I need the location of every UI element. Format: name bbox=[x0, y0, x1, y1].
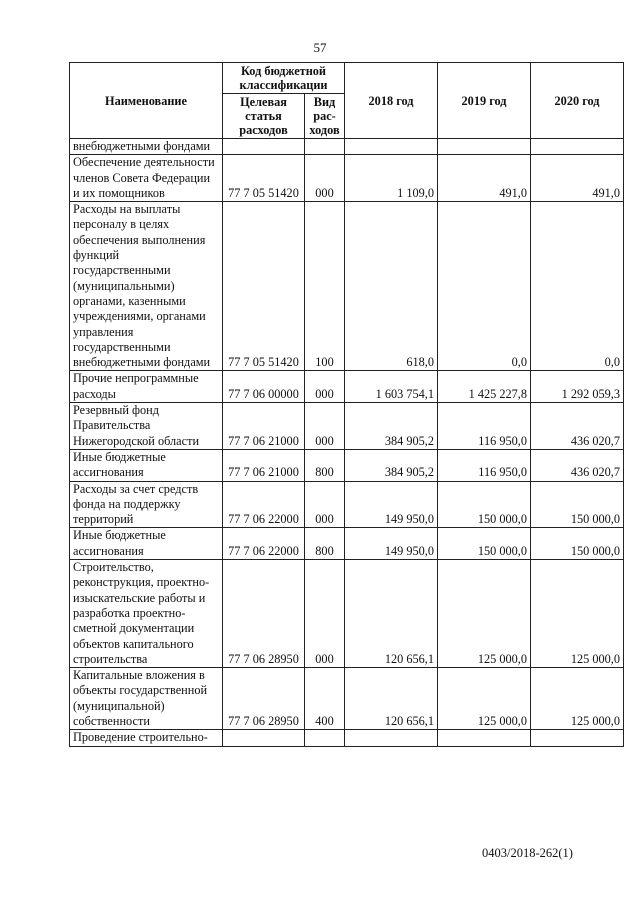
row-2020: 491,0 bbox=[531, 155, 624, 202]
row-name: внебюджетными фондами bbox=[70, 139, 223, 155]
document-code: 0403/2018-262(1) bbox=[482, 846, 573, 860]
row-type: 000 bbox=[305, 371, 345, 403]
row-2018: 384 905,2 bbox=[345, 403, 438, 450]
table-row bbox=[70, 528, 624, 560]
header-row-1 bbox=[70, 63, 624, 94]
table-row bbox=[70, 202, 624, 371]
row-2020: 125 000,0 bbox=[531, 560, 624, 668]
row-2018: 149 950,0 bbox=[345, 528, 438, 560]
table-row bbox=[70, 371, 624, 403]
row-2019: 1 425 227,8 bbox=[438, 371, 531, 403]
row-2019: 0,0 bbox=[438, 202, 531, 371]
row-2020: 436 020,7 bbox=[531, 449, 624, 481]
row-2019 bbox=[438, 730, 531, 746]
row-target: 77 7 05 51420 bbox=[223, 202, 305, 371]
row-2020: 150 000,0 bbox=[531, 528, 624, 560]
table-row bbox=[70, 668, 624, 730]
row-2020: 1 292 059,3 bbox=[531, 371, 624, 403]
row-name: Расходы за счет средств фонда на поддержку территорий bbox=[70, 481, 223, 528]
row-2019: 150 000,0 bbox=[438, 528, 531, 560]
header-2018: 2018 год bbox=[345, 63, 438, 139]
row-name: Обеспечение деятельности членов Совета Федерации и их помощников bbox=[70, 155, 223, 202]
header-code-group: Код бюджетной классификации bbox=[223, 63, 345, 94]
row-target bbox=[223, 139, 305, 155]
row-2019: 116 950,0 bbox=[438, 403, 531, 450]
table-row bbox=[70, 155, 624, 202]
row-2019: 125 000,0 bbox=[438, 560, 531, 668]
row-type: 000 bbox=[305, 155, 345, 202]
row-2020 bbox=[531, 730, 624, 746]
row-type bbox=[305, 730, 345, 746]
row-type: 000 bbox=[305, 481, 345, 528]
row-type: 000 bbox=[305, 560, 345, 668]
row-target: 77 7 06 28950 bbox=[223, 668, 305, 730]
row-name: Прочие непрограммные расходы bbox=[70, 371, 223, 403]
row-2019: 491,0 bbox=[438, 155, 531, 202]
header-2019: 2019 год bbox=[438, 63, 531, 139]
table-row bbox=[70, 449, 624, 481]
row-name: Строительство, реконструкция, проектно-изыскательские работы и разработка проектно-сметной документации объектов капитального строительства bbox=[70, 560, 223, 668]
row-2020: 125 000,0 bbox=[531, 668, 624, 730]
row-2018: 120 656,1 bbox=[345, 560, 438, 668]
row-target: 77 7 06 21000 bbox=[223, 449, 305, 481]
table-row bbox=[70, 481, 624, 528]
row-target: 77 7 06 28950 bbox=[223, 560, 305, 668]
row-target bbox=[223, 730, 305, 746]
row-type: 400 bbox=[305, 668, 345, 730]
table-row bbox=[70, 139, 624, 155]
page-number: 57 bbox=[313, 40, 327, 55]
row-target: 77 7 06 21000 bbox=[223, 403, 305, 450]
table-row bbox=[70, 560, 624, 668]
row-type: 800 bbox=[305, 449, 345, 481]
row-name: Проведение строительно- bbox=[70, 730, 223, 746]
row-2018 bbox=[345, 730, 438, 746]
row-2018: 1 109,0 bbox=[345, 155, 438, 202]
row-target: 77 7 06 00000 bbox=[223, 371, 305, 403]
row-type: 100 bbox=[305, 202, 345, 371]
row-name: Иные бюджетные ассигнования bbox=[70, 528, 223, 560]
row-type: 000 bbox=[305, 403, 345, 450]
row-target: 77 7 06 22000 bbox=[223, 481, 305, 528]
row-2020: 150 000,0 bbox=[531, 481, 624, 528]
row-name: Расходы на выплаты персоналу в целях обеспечения выполнения функций государственными (муниципальными) органами, казенными учреждениями, органами управления государственными внебюджетными фондами bbox=[70, 202, 223, 371]
row-type bbox=[305, 139, 345, 155]
row-2018: 149 950,0 bbox=[345, 481, 438, 528]
row-type: 800 bbox=[305, 528, 345, 560]
row-name: Капитальные вложения в объекты государственной (муниципальной) собственности bbox=[70, 668, 223, 730]
row-name: Иные бюджетные ассигнования bbox=[70, 449, 223, 481]
row-2019: 116 950,0 bbox=[438, 449, 531, 481]
row-target: 77 7 06 22000 bbox=[223, 528, 305, 560]
row-2020: 436 020,7 bbox=[531, 403, 624, 450]
row-name: Резервный фонд Правительства Нижегородской области bbox=[70, 403, 223, 450]
table-row bbox=[70, 403, 624, 450]
row-target: 77 7 05 51420 bbox=[223, 155, 305, 202]
row-2018 bbox=[345, 139, 438, 155]
table-row bbox=[70, 730, 624, 746]
row-2018: 1 603 754,1 bbox=[345, 371, 438, 403]
budget-table bbox=[69, 62, 624, 747]
header-target-article: Целевая статья расходов bbox=[223, 94, 305, 139]
header-2020: 2020 год bbox=[531, 63, 624, 139]
row-2018: 384 905,2 bbox=[345, 449, 438, 481]
row-2019: 150 000,0 bbox=[438, 481, 531, 528]
row-2018: 120 656,1 bbox=[345, 668, 438, 730]
row-2018: 618,0 bbox=[345, 202, 438, 371]
header-expense-type: Вид рас-ходов bbox=[305, 94, 345, 139]
row-2020 bbox=[531, 139, 624, 155]
header-name: Наименование bbox=[70, 63, 223, 139]
row-2020: 0,0 bbox=[531, 202, 624, 371]
row-2019 bbox=[438, 139, 531, 155]
row-2019: 125 000,0 bbox=[438, 668, 531, 730]
